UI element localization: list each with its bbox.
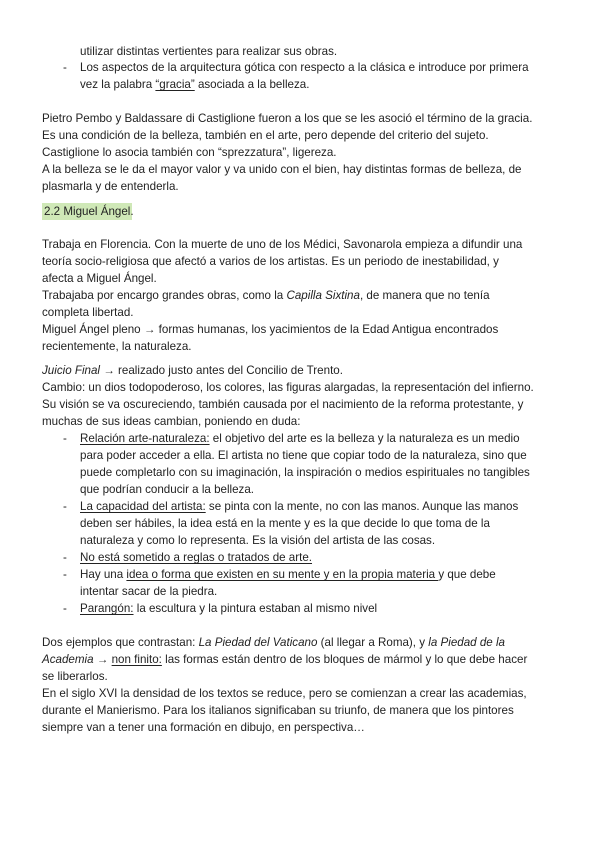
- bullet-idea: Hay una idea o forma que existen en su mente y en la propia materia y que debe: [80, 568, 496, 581]
- bullet-parangon: Parangón: la escultura y la pintura estaban al mismo nivel: [80, 602, 378, 615]
- bullet-line: naturaleza y como lo representa. Es la visión del artista de las cosas.: [80, 534, 436, 547]
- paragraph-line: Cambio: un dios todopoderoso, los colores, las figuras alargadas, la representación del infierno.: [42, 381, 534, 394]
- list-dash: -: [63, 602, 67, 615]
- paragraph-line: plasmarla y de entenderla.: [42, 180, 179, 193]
- gracia-word: “gracia”: [155, 78, 195, 91]
- intro-item2-line2: vez la palabra “gracia” asociada a la belleza.: [80, 78, 310, 91]
- paragraph-line: En el siglo XVI la densidad de los textos se reduce, pero se comienzan a crear las academias,: [42, 687, 527, 700]
- juicio-final-line: Juicio Final → realizado justo antes del Concilio de Trento.: [42, 364, 343, 377]
- bullet-line: para poder acceder a ella. El artista no tiene que copiar todo de la naturaleza, sino que: [80, 449, 527, 462]
- bullet-line: deben ser hábiles, la idea está en la mente y es la que decide lo que toma de la: [80, 517, 490, 530]
- bullet-relacion: Relación arte-naturaleza: el objetivo del arte es la belleza y la naturaleza es un medio: [80, 432, 520, 445]
- list-dash: -: [63, 432, 67, 445]
- paragraph-line: durante el Manierismo. Para los italianos significaban su triunfo, de manera que los pintores: [42, 704, 514, 717]
- paragraph-line: Academia → non finito: las formas están dentro de los bloques de mármol y lo que debe hacer: [42, 653, 528, 666]
- paragraph-line: teoría socio-religiosa que afectó a varios de los artistas. Es un periodo de inestabilidad, y: [42, 255, 499, 268]
- section-heading: 2.2 Miguel Ángel.: [44, 205, 134, 218]
- juicio-final-title: Juicio Final: [42, 364, 100, 377]
- paragraph-line: A la belleza se le da el mayor valor y va unido con el bien, hay distintas formas de belleza, de: [42, 163, 522, 176]
- paragraph-line: muchas de sus ideas cambian, poniendo en duda:: [42, 415, 301, 428]
- bullet-capacidad: La capacidad del artista: se pinta con la mente, no con las manos. Aunque las manos: [80, 500, 519, 513]
- list-dash: -: [63, 568, 67, 581]
- bullet-line: que podrían conducir a la belleza.: [80, 483, 255, 496]
- paragraph-line: Pietro Pembo y Baldassare di Castiglione fueron a los que se les asoció el término de la gracia.: [42, 112, 533, 125]
- paragraph-line: Trabajaba por encargo grandes obras, como la Capilla Sixtina, de manera que no tenía: [42, 289, 490, 302]
- paragraph-line: Su visión se va oscureciendo, también causada por el nacimiento de la reforma protestante, y: [42, 398, 524, 411]
- paragraph-line: Es una condición de la belleza, también en el arte, pero depende del criterio del sujeto.: [42, 129, 489, 142]
- intro-item2-line1: Los aspectos de la arquitectura gótica con respecto a la clásica e introduce por primera: [80, 61, 529, 74]
- intro-item1-continued: utilizar distintas vertientes para realizar sus obras.: [80, 45, 338, 58]
- non-finito: non finito:: [111, 653, 162, 666]
- list-dash: -: [63, 551, 67, 564]
- paragraph-line: afecta a Miguel Ángel.: [42, 272, 157, 285]
- list-dash: -: [63, 500, 67, 513]
- capilla-sixtina: Capilla Sixtina: [286, 289, 360, 302]
- paragraph-line: Trabaja en Florencia. Con la muerte de uno de los Médici, Savonarola empieza a difundir una: [42, 238, 523, 251]
- paragraph-line: se liberarlos.: [42, 670, 108, 683]
- bullet-reglas: No está sometido a reglas o tratados de arte.: [80, 551, 313, 564]
- list-dash: -: [63, 61, 67, 74]
- paragraph-line: recientemente, la naturaleza.: [42, 340, 192, 353]
- paragraph-line: Castiglione lo asocia también con “sprezzatura”, ligereza.: [42, 146, 337, 159]
- piedad-vaticano: La Piedad del Vaticano: [198, 636, 318, 649]
- bullet-line: puede completarlo con su imaginación, la inspiración o medios espirituales no tangibles: [80, 466, 530, 479]
- paragraph-line: completa libertad.: [42, 306, 134, 319]
- paragraph-line: Dos ejemplos que contrastan: La Piedad del Vaticano (al llegar a Roma), y la Piedad de la: [42, 636, 505, 649]
- piedad-academia: la Piedad de la: [428, 636, 505, 649]
- bullet-line: intentar sacar de la piedra.: [80, 585, 218, 598]
- paragraph-line: siempre van a tener una formación en dibujo, en perspectiva…: [42, 721, 365, 734]
- paragraph-line: Miguel Ángel pleno → formas humanas, los yacimientos de la Edad Antigua encontrados: [42, 323, 499, 336]
